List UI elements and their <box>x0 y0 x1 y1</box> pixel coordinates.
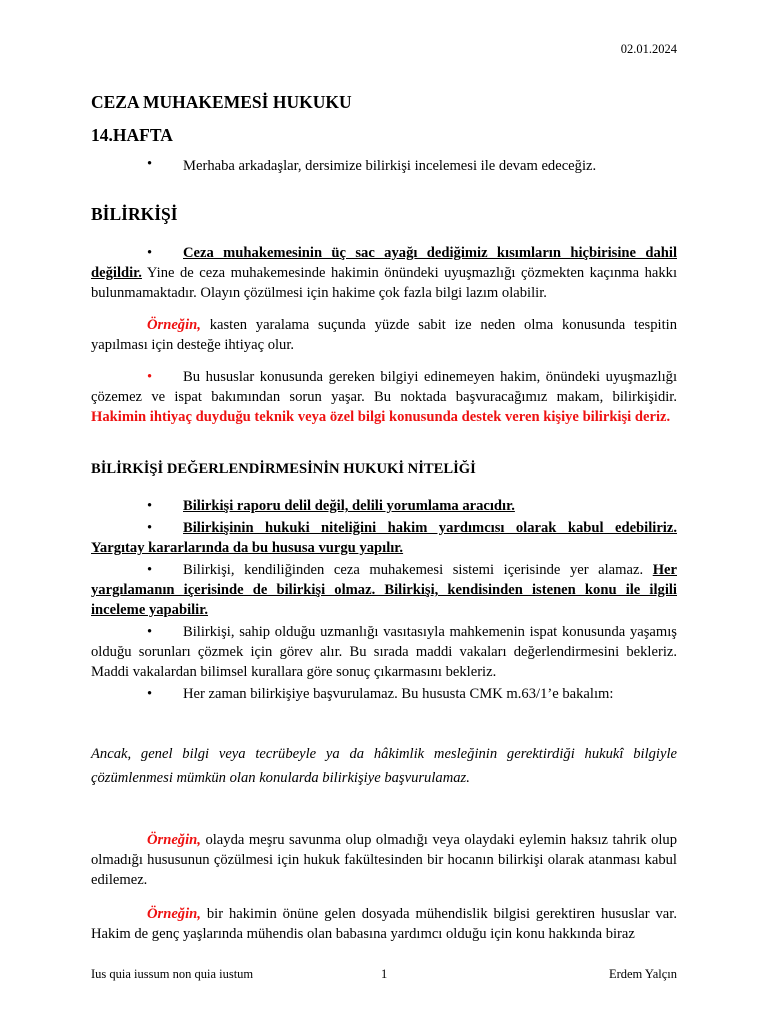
paragraph-3 <box>91 367 677 427</box>
paragraph-5-rest: bir hakimin önüne gelen dosyada mühendislik bilgisi gerektiren hususlar var. Hakim de genç yaşlarında mühendis olan babasına yardımcı olduğu için konu hakkında biraz <box>91 906 677 942</box>
bullet-4-text: Bilirkişi, sahip olduğu uzmanlığı vasıtasıyla mahkemenin ispat konusunda yaşamış olduğu sorunları çözmek için görev alır. Bu sırada maddi vakaları değerlendirmesini bekleriz. Maddi vakalardan bilimsel kurallara göre sonuç çıkarmasını bekleriz. <box>91 624 677 680</box>
bullet-4 <box>91 622 677 682</box>
ornegin-label: Örneğin, <box>147 832 201 848</box>
footer-motto: Ius quia iussum non quia iustum <box>91 967 254 981</box>
bullet-icon: • <box>147 498 153 514</box>
bullet-icon: • <box>147 245 153 261</box>
document-date: 02.01.2024 <box>620 42 677 56</box>
bullet-icon: • <box>147 624 153 640</box>
bullet-icon: • <box>147 369 153 385</box>
paragraph-4-rest: olayda meşru savunma olup olmadığı veya olaydaki eylemin haksız tahrik olup olmadığı hususunun çözülmesi için hukuk fakültesinden bir hocanın bilirkişi olarak atanması kabul edilemez. <box>91 832 677 888</box>
paragraph-1-bold: Ceza muhakemesinin üç sac ayağı dediğimiz kısımların hiçbirisine dahil değildir. <box>91 245 677 281</box>
bullet-3 <box>91 560 677 620</box>
paragraph-1 <box>91 243 677 303</box>
law-quote: Ancak, genel bilgi veya tecrübeyle ya da hâkimlik mesleğinin gerektirdiği hukukî bilgiyle çözümlenmesi mümkün olan konularda bilirkişiye başvurulamaz. <box>91 746 677 786</box>
document-body <box>91 90 677 944</box>
ornegin-label: Örneğin, <box>147 317 201 333</box>
bullet-2-text: Bilirkişinin hukuki niteliğini hakim yardımcısı olarak kabul edebiliriz. Yargıtay kararlarında da bu hususa vurgu yapılır. <box>91 520 677 556</box>
intro-text: Merhaba arkadaşlar, dersimize bilirkişi incelemesi ile devam edeceğiz. <box>183 158 597 174</box>
intro-bullet <box>91 156 677 176</box>
bullet-icon: • <box>147 686 153 702</box>
bullet-1 <box>91 496 677 516</box>
document-title: CEZA MUHAKEMESİ HUKUKU <box>91 92 352 112</box>
week-heading: 14.HAFTA <box>91 125 173 145</box>
section-heading-nitelik: BİLİRKİŞİ DEĞERLENDİRMESİNİN HUKUKİ NİTELİĞİ <box>91 461 476 477</box>
bullet-1-text: Bilirkişi raporu delil değil, delili yorumlama aracıdır. <box>183 498 515 514</box>
bullet-5-text: Her zaman bilirkişiye başvurulamaz. Bu hususta CMK m.63/1’e bakalım: <box>183 686 614 702</box>
bullet-2 <box>91 518 677 558</box>
bullet-icon: • <box>147 156 153 172</box>
bullet-5 <box>91 684 677 704</box>
paragraph-3-red: Hakimin ihtiyaç duyduğu teknik veya özel bilgi konusunda destek veren kişiye bilirkişi deriz. <box>91 409 671 425</box>
bullet-icon: • <box>147 562 153 578</box>
section-heading-bilirkisi: BİLİRKİŞİ <box>91 204 178 224</box>
paragraph-3-text: Bu hususlar konusunda gereken bilgiyi edinemeyen hakim, önündeki uyuşmazlığı çözemez ve ispat bakımından sorun yaşar. Bu noktada başvuracağımız makam, bilirkişidir. <box>91 369 677 405</box>
paragraph-5 <box>91 904 677 944</box>
paragraph-2 <box>91 315 677 355</box>
ornegin-label: Örneğin, <box>147 906 201 922</box>
bullet-3-bold: Her yargılamanın içerisinde de bilirkişi olmaz. Bilirkişi, kendisinden istenen konu ile ilgili inceleme yapabilir. <box>91 562 677 618</box>
page-number: 1 <box>381 967 388 981</box>
footer-author: Erdem Yalçın <box>608 967 677 981</box>
bullet-icon: • <box>147 520 153 536</box>
paragraph-1-rest: Yine de ceza muhakemesinde hakimin önündeki uyuşmazlığı çözmekten kaçınma hakkı bulunmamaktadır. Olayın çözülmesi için hakime çok fazla bilgi lazım olabilir. <box>91 265 677 301</box>
paragraph-2-rest: kasten yaralama suçunda yüzde sabit ize neden olma konusunda tespitin yapılması için desteğe ihtiyaç olur. <box>91 317 677 353</box>
bullet-3-plain: Bilirkişi, kendiliğinden ceza muhakemesi sistemi içerisinde yer alamaz. <box>183 562 653 578</box>
paragraph-4 <box>91 830 677 890</box>
